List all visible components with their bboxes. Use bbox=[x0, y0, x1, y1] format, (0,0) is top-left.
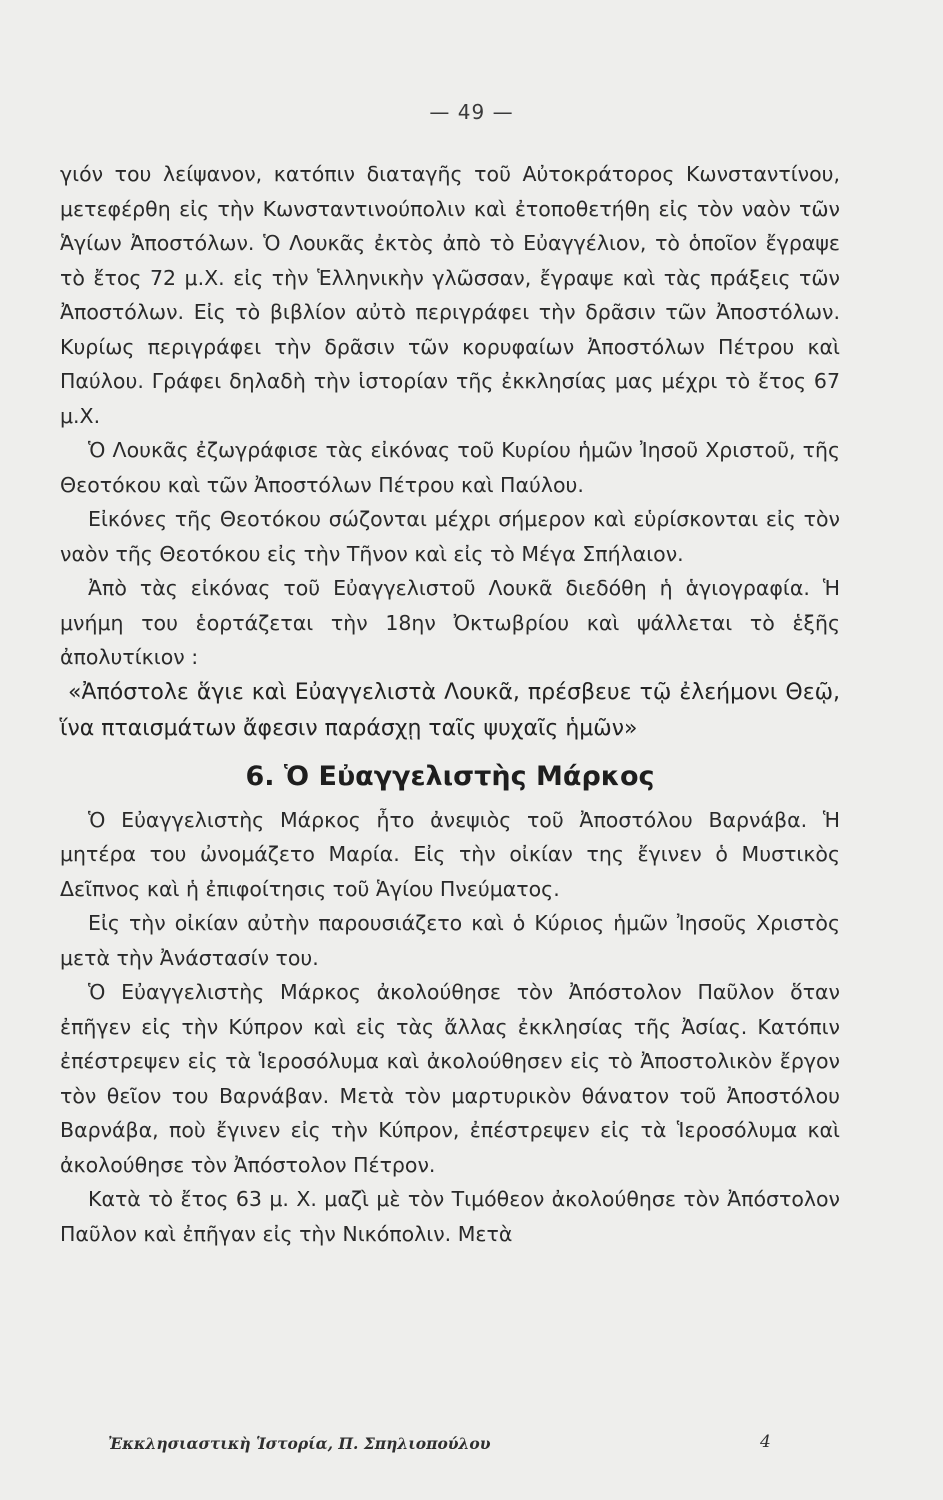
chapter-heading: 6. Ὁ Εὐαγγελιστὴς Μάρκος bbox=[245, 760, 655, 792]
footer-signature-mark: 4 bbox=[760, 1432, 771, 1452]
paragraph-mark-intro: Ὁ Εὐαγγελιστὴς Μάρκος ἦτο ἀνεψιὸς τοῦ Ἀποστόλου Βαρνάβα. Ἡ μητέρα του ὠνομάζετο Μαρία. Εἰς τὴν οἰκίαν της ἔγινεν ὁ Μυστικὸς Δεῖπνος καὶ ἡ ἐπιφοίτησις τοῦ Ἁγίου Πνεύματος. bbox=[60, 807, 840, 901]
paragraph-theotokos-icons: Εἰκόνες τῆς Θεοτόκου σώζονται μέχρι σήμερον καὶ εὑρίσκονται εἰς τὸν ναὸν τῆς Θεοτόκου εἰς τὴν Τῆνον καὶ εἰς τὸ Μέγα Σπήλαιον. bbox=[60, 507, 840, 566]
apolytikion-hymn: «Ἀπόστολε ἅγιε καὶ Εὐαγγελιστὰ Λουκᾶ, πρέσβευε τῷ ἐλεήμονι Θεῷ, ἵνα πταισμάτων ἄφεσιν παράσχῃ ταῖς ψυχαῖς ἡμῶν» bbox=[60, 679, 840, 741]
page-number: — 49 — bbox=[429, 100, 514, 124]
body-text bbox=[60, 157, 840, 1251]
paragraph-mark-travels: Ὁ Εὐαγγελιστὴς Μάρκος ἀκολούθησε τὸν Ἀπόστολον Παῦλον ὅταν ἐπῆγεν εἰς τὴν Κύπρον καὶ εἰς τὰς ἄλλας ἐκκλησίας τῆς Ἀσίας. Κατόπιν ἐπέστρεψεν εἰς τὰ Ἱεροσόλυμα καὶ ἀκολούθησεν εἰς τὸ Ἀποστολικὸν ἔργον τὸν θεῖον του Βαρνάβαν. Μετὰ τὸν μαρτυρικὸν θάνατον τοῦ Ἀποστόλου Βαρνάβα, ποὺ ἔγινεν εἰς τὴν Κύπρον, ἐπέστρεψεν εἰς τὰ Ἱεροσόλυμα καὶ ἀκολούθησε τὸν Ἀπόστολον Πέτρον. bbox=[60, 980, 840, 1177]
paragraph-hagiography: Ἀπὸ τὰς εἰκόνας τοῦ Εὐαγγελιστοῦ Λουκᾶ διεδόθη ἡ ἁγιογραφία. Ἡ μνήμη του ἑορτάζεται τὴν 18ην Ὀκτωβρίου καὶ ψάλλεται τὸ ἑξῆς ἀπολυτίκιον : bbox=[60, 576, 840, 669]
paragraph-icons: Ὁ Λουκᾶς ἐζωγράφισε τὰς εἰκόνας τοῦ Κυρίου ἡμῶν Ἰησοῦ Χριστοῦ, τῆς Θεοτόκου καὶ τῶν Ἀποστόλων Πέτρου καὶ Παύλου. bbox=[60, 438, 840, 497]
paragraph-relics: γιόν του λείψανον, κατόπιν διαταγῆς τοῦ Αὐτοκράτορος Κωνσταντίνου, μετεφέρθη εἰς τὴν Κωνσταντινούπολιν καὶ ἐτοποθετήθη εἰς τὸν ναὸν τῶν Ἁγίων Ἀποστόλων. Ὁ Λουκᾶς ἐκτὸς ἀπὸ τὸ Εὐαγγέλιον, τὸ ὁποῖον ἔγραψε τὸ ἔτος 72 μ.Χ. εἰς τὴν Ἑλληνικὴν γλῶσσαν, ἔγραψε καὶ τὰς πράξεις τῶν Ἀποστόλων. Εἰς τὸ βιβλίον αὐτὸ περιγράφει τὴν δρᾶσιν τῶν Ἀποστόλων. Κυρίως περιγράφει τὴν δρᾶσιν τῶν κορυφαίων Ἀποστόλων Πέτρου καὶ Παύλου. Γράφει δηλαδὴ τὴν ἱστορίαν τῆς ἐκκλησίας μας μέχρι τὸ ἔτος 67 μ.Χ. bbox=[60, 162, 840, 428]
footer-book-title: Ἐκκλησιαστικὴ Ἱστορία, Π. Σπηλιοπούλου bbox=[108, 1434, 491, 1453]
paragraph-mark-house: Εἰς τὴν οἰκίαν αὐτὴν παρουσιάζετο καὶ ὁ Κύριος ἡμῶν Ἰησοῦς Χριστὸς μετὰ τὴν Ἀνάστασίν του. bbox=[60, 911, 840, 970]
paragraph-mark-nicopolis: Κατὰ τὸ ἔτος 63 μ. Χ. μαζὶ μὲ τὸν Τιμόθεον ἀκολούθησε τὸν Ἀπόστολον Παῦλον καὶ ἐπῆγαν εἰς τὴν Νικόπολιν. Μετὰ bbox=[60, 1187, 840, 1246]
